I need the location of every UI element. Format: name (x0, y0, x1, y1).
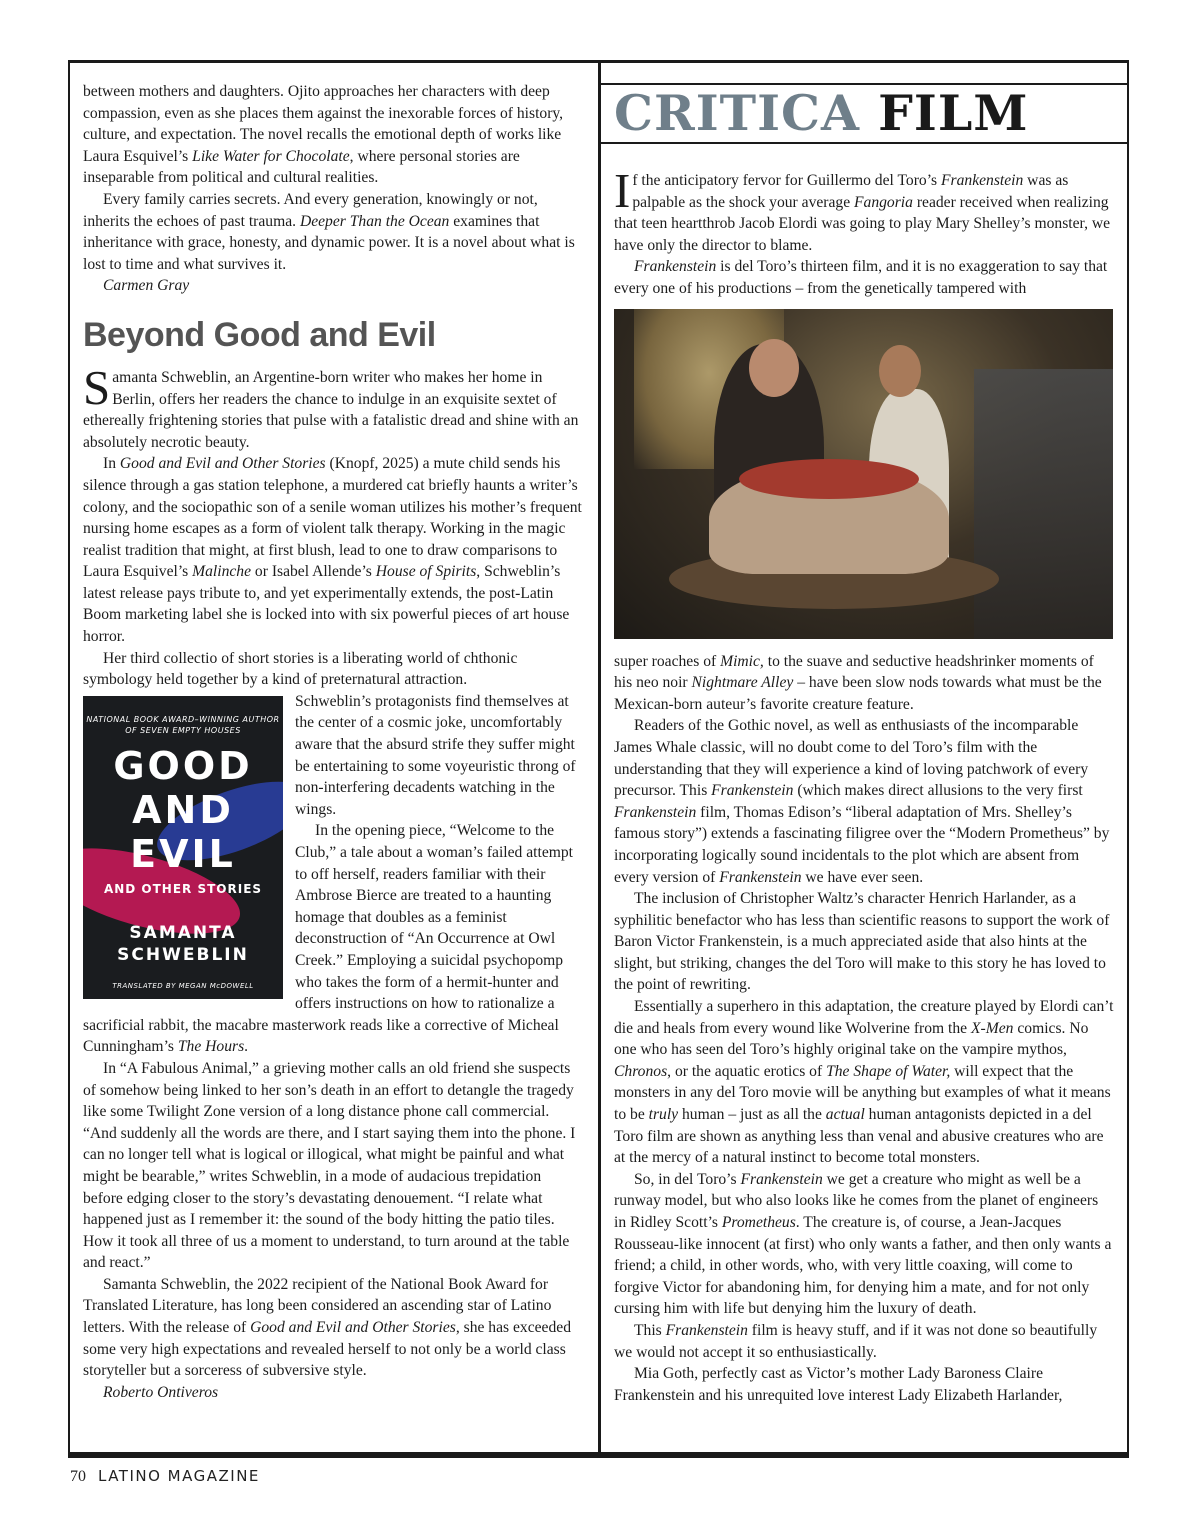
film-first-paragraph (614, 163, 1114, 256)
paragraph: Every family carries secrets. And every generation, knowingly or not, inherits the echoes of past trauma. Deeper Than the Ocean examines that inheritance with grace, honesty, and dynamic power. It is a novel about what is lost to time and what survives it. (83, 190, 575, 273)
film-drop-cap: I (614, 163, 631, 218)
previous-review-ending (83, 81, 583, 275)
column-divider (598, 60, 601, 1455)
photo-creature-wound (739, 459, 919, 499)
cover-award-line: NATIONAL BOOK AWARD–WINNING AUTHOR OF SEVEN EMPTY HOUSES (86, 714, 280, 735)
paragraph: So, in del Toro’s Frankenstein we get a creature who might as well be a runway model, but who also looks like he comes from the planet of engineers in Ridley Scott’s Prometheus. The creature is, of course, a Jean-Jacques Rousseau-like innocent (at first) who only wants a father, and then only wants a friend; a child, in other words, who, with very little coaxing, will come to forgive Victor for abandoning him, for denying him a mate, and for not only cursing him with life but denying him the luxury of death. (614, 1170, 1112, 1318)
paragraph: In Good and Evil and Other Stories (Knopf, 2025) a mute child sends his silence through a gas station telephone, a murdered cat briefly haunts a writer’s colony, and the sociopathic son of a senile woman utilizes his mother’s frequent nursing home escapes as a form of violent talk therapy. Working in the magic realist tradition that might, at first blush, lead to one to draw comparisons to Laura Esquivel’s Malinche or Isabel Allende’s House of Spirits, Schweblin’s latest release pays tribute to, and yet experimentally extends, the post-Latin Boom marketing label she is locked into with six powerful pieces of art house horror. (83, 455, 582, 646)
photo-background-crowd (974, 369, 1113, 639)
film-paragraph-before-photo: Frankenstein is del Toro’s thirteen film, and it is no exaggeration to say that every one of his productions – from the genetically tampered with (614, 258, 1108, 297)
paragraph: Essentially a superhero in this adaptation, the creature played by Elordi can’t die and heals from every wound like Wolverine from the X-Men comics. No one who has seen del Toro’s highly original take on the vampire mythos, Chronos, or the aquatic erotics of The Shape of Water, will expect that the monsters in any del Toro movie will be anything but examples of what it means to be truly human – just as all the actual human antagonists depicted in a del Toro film are shown as anything less than venal and abusive creatures who are at the mercy of a natural instinct to become total monsters. (614, 998, 1114, 1167)
paragraph: Mia Goth, perfectly cast as Victor’s mother Lady Baroness Claire Frankenstein and his unrequited love interest Lady Elizabeth Harlander, (614, 1365, 1063, 1404)
magazine-name: LATINO MAGAZINE (98, 1467, 260, 1485)
section-header-bottom-rule (600, 142, 1127, 144)
paragraph: Her third collectio of short stories is a liberating world of chthonic symbology held together by a kind of preternatural attraction. (83, 649, 518, 689)
bottom-rule (68, 1452, 1129, 1458)
first-paragraph-text: amanta Schweblin, an Argentine-born writer who makes her home in Berlin, offers her readers the chance to indulge in an exquisite sextet of ethereally frightening stories that pulse with a fatalistic dread and shine with an absolutely necrotic beauty. (83, 368, 579, 451)
paragraph: This Frankenstein film is heavy stuff, and if it was not done so beautifully we would not accept it so enthusiastically. (614, 1321, 1098, 1361)
photo-actor-head (879, 345, 921, 397)
drop-cap: S (83, 359, 111, 415)
paragraph: super roaches of Mimic, to the suave and seductive headshrinker moments of his neo noir Nightmare Alley – have been slow nods towards what must be the Mexican-born auteur’s favorite creature feature. (614, 652, 1102, 713)
cover-author: SAMANTA SCHWEBLIN (117, 922, 249, 965)
right-column (614, 163, 1114, 1406)
section-heading-word-1: CRITICA (614, 84, 861, 142)
paragraph: Samanta Schweblin, the 2022 recipient of the National Book Award for Translated Literature, has long been considered an ascending star of Latino letters. With the release of Good and Evil and Other Stories, she has exceeded some very high expectations and revealed herself to not only be a world class storyteller but a sorceress of subversive style. (83, 1275, 571, 1380)
film-first-paragraph-text: f the anticipatory fervor for Guillermo del Toro’s Frankenstein was as palpable as the shock your average Fangoria reader received when realizing that teen heartthrob Jacob Elordi was going to play Mary Shelley’s monster, we have only the director to blame. (614, 172, 1111, 254)
paragraph: In the opening piece, “Welcome to the Club,” a tale about a woman’s failed attempt to off herself, readers familiar with their Ambrose Bierce are treated to a haunting homage that doubles as a feminist deconstruction of “An Occurrence at Owl Creek.” Employing a suicidal psychopomp who takes the form of a hermit-hunter and offers instructions on how to rationalize a sacrificial rabbit, the macabre masterwork reads like a corrective of Micheal Cunningham’s The Hours. (83, 822, 573, 1056)
paragraph: Readers of the Gothic novel, as well as enthusiasts of the incomparable James Whale classic, will no doubt come to del Toro’s film with the understanding that they will experience a kind of loving patchwork of every precursor. This Frankenstein (which makes direct allusions to the very first Frankenstein film, Thomas Edison’s “liberal adaptation of Mrs. Shelley’s famous story”) extends a fascinating filigree over the “Modern Prometheus” by incorporating logically sound incidentals to the plot which are absent from every version of Frankenstein we have ever seen. (614, 717, 1110, 886)
film-review-body (614, 651, 1114, 1407)
cover-title-line-2: AND (132, 787, 234, 832)
review-signature: Roberto Ontiveros (103, 1383, 219, 1401)
left-column (83, 81, 583, 1403)
cover-translator: TRANSLATED BY MEGAN McDOWELL (112, 981, 254, 990)
film-still-photo (614, 309, 1113, 639)
right-border (1127, 60, 1129, 1455)
cover-title-line-3: EVIL (130, 831, 236, 876)
paragraph: The inclusion of Christopher Waltz’s character Henrich Harlander, as a syphilitic benefactor who has less than scientific reasons to support the work of Baron Victor Frankenstein, is a much appreciated aside that also hints at the slight, but striking, changes the del Toro will make to this story he has loved to the point of rewriting. (614, 890, 1110, 994)
book-cover-image (83, 696, 283, 999)
intro-signature: Carmen Gray (103, 277, 190, 295)
paragraph: between mothers and daughters. Ojito approaches her characters with deep compassion, even as she places them against the inexorable forces of history, culture, and expectation. The novel recalls the emotional depth of works like Laura Esquivel’s Like Water for Chocolate, where personal stories are inseparable from political and cultural realities. (83, 83, 564, 187)
left-border (68, 60, 70, 1455)
page-footer (70, 1467, 260, 1486)
paragraph: Schweblin’s protagonists find themselves at the center of a cosmic joke, uncomfortably aware that the absurd strife they suffer might be entertaining to some voyeuristic throng of non-interfering decadents watching in the wings. (295, 692, 576, 818)
paragraph: In “A Fabulous Animal,” a grieving mother calls an old friend she suspects of somehow being linked to her son’s death in an effort to detangle the tragedy like some Twilight Zone version of a long distance phone call commercial. “And suddenly all the words are there, and I start saying them into the phone. I can no longer tell what is logical or illogical, what might be painful and what might be bearable,” writes Schweblin, in a mode of audacious trepidation before edging closer to the story’s devastating denouement. “I relate what happened just as I remember it: the sound of the body hitting the patio tiles. How it took all three of us a moment to understand, to turn around at the table and react.” (83, 1059, 576, 1272)
cover-subtitle: AND OTHER STORIES (103, 881, 263, 896)
cover-title-line-1: GOOD (113, 743, 253, 788)
review-body-part1 (83, 453, 583, 691)
review-first-paragraph (83, 359, 583, 453)
section-heading (614, 86, 1029, 140)
section-heading-word-2: FILM (878, 84, 1029, 142)
review-title: Beyond Good and Evil (83, 315, 436, 354)
page-number: 70 (70, 1468, 86, 1485)
photo-director-head (749, 339, 799, 397)
